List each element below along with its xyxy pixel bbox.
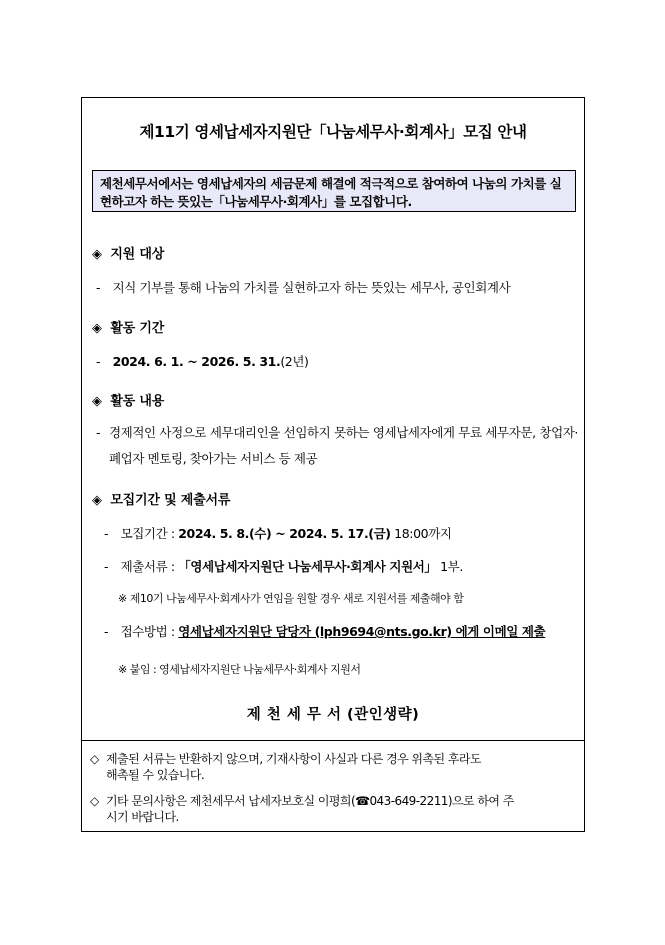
footnote-2 — [90, 793, 580, 825]
footer-divider — [82, 740, 584, 741]
dash-marker: - — [96, 354, 101, 369]
hollow-diamond-icon: ◇ — [90, 794, 99, 808]
diamond-icon: ◈ — [92, 321, 102, 336]
dash-marker: - — [96, 425, 101, 440]
section-target-heading — [92, 243, 164, 262]
section-target-title: 지원 대상 — [110, 247, 165, 262]
footnote-2-line1: 기타 문의사항은 제천세무서 납세자보호실 이평희(☎043-649-2211)으로 하여 주 — [106, 794, 514, 808]
section-period-title: 활동 기간 — [110, 321, 165, 336]
target-text: 지식 기부를 통해 나눔의 가치를 실현하고자 하는 뜻있는 세무사, 공인회계사 — [112, 280, 511, 295]
recruit-method-item — [104, 622, 545, 640]
notice-frame — [81, 97, 585, 832]
intro-box: 제천세무서에서는 영세납세자의 세금문제 해결에 적극적으로 참여하여 나눔의 가치를 실현하고자 하는 뜻있는「나눔세무사·회계사」를 모집합니다. — [92, 170, 576, 212]
dash-marker: - — [104, 526, 109, 541]
target-item — [96, 278, 510, 296]
recruit-docs-item — [104, 557, 463, 575]
dash-marker: - — [96, 280, 101, 295]
section-recruit-title: 모집기간 및 제출서류 — [110, 493, 231, 508]
hollow-diamond-icon: ◇ — [90, 752, 99, 766]
dash-marker: - — [104, 624, 109, 639]
issuer-signature: 제 천 세 무 서 (관인생략) — [246, 707, 420, 723]
section-period-heading — [92, 317, 164, 336]
footnote-1-line1: 제출된 서류는 반환하지 않으며, 기재사항이 사실과 다른 경우 위촉된 후라도 — [106, 752, 481, 766]
activity-item — [96, 420, 578, 472]
period-item — [96, 352, 309, 370]
footnote-1 — [90, 751, 580, 783]
attachment-note: ※ 붙임 : 영세납세자지원단 나눔세무사·회계사 지원서 — [118, 663, 361, 676]
page-title: 제11기 영세납세자지원단「나눔세무사·회계사」모집 안내 — [139, 123, 527, 141]
dash-marker: - — [104, 559, 109, 574]
section-recruit-heading — [92, 489, 230, 508]
section-activity-heading — [92, 390, 164, 409]
period-dates: 2024. 6. 1. ~ 2026. 5. 31. — [112, 354, 281, 369]
activity-text: 경제적인 사정으로 세무대리인을 선임하지 못하는 영세납세자에게 무료 세무자문, 창업자·폐업자 멘토링, 찾아가는 서비스 등 제공 — [109, 425, 578, 466]
footnote-1-line2: 해촉될 수 있습니다. — [106, 768, 205, 782]
recruit-period-time: 18:00까지 — [390, 526, 452, 541]
recruit-docs-label: 제출서류 : — [120, 559, 179, 574]
recruit-docs-count: 1부. — [436, 559, 463, 574]
recruit-period-value: 2024. 5. 8.(수) ~ 2024. 5. 17.(금) — [178, 526, 391, 541]
diamond-icon: ◈ — [92, 493, 102, 508]
recruit-method-label: 접수방법 : — [120, 624, 179, 639]
diamond-icon: ◈ — [92, 394, 102, 409]
section-activity-title: 활동 내용 — [110, 394, 165, 409]
diamond-icon: ◈ — [92, 247, 102, 262]
recruit-period-label: 모집기간 : — [120, 526, 179, 541]
recruit-method-value: 영세납세자지원단 담당자 (lph9694@nts.go.kr) 에게 이메일 제출 — [178, 624, 546, 639]
recruit-docs-value: 「영세납세자지원단 나눔세무사·회계사 지원서」 — [178, 559, 437, 574]
recruit-period-item — [104, 524, 452, 542]
docs-note: ※ 제10기 나눔세무사·회계사가 연임을 원할 경우 새로 지원서를 제출해야 함 — [118, 592, 464, 605]
footnote-2-line2: 시기 바랍니다. — [106, 810, 179, 824]
period-duration: (2년) — [280, 354, 309, 369]
